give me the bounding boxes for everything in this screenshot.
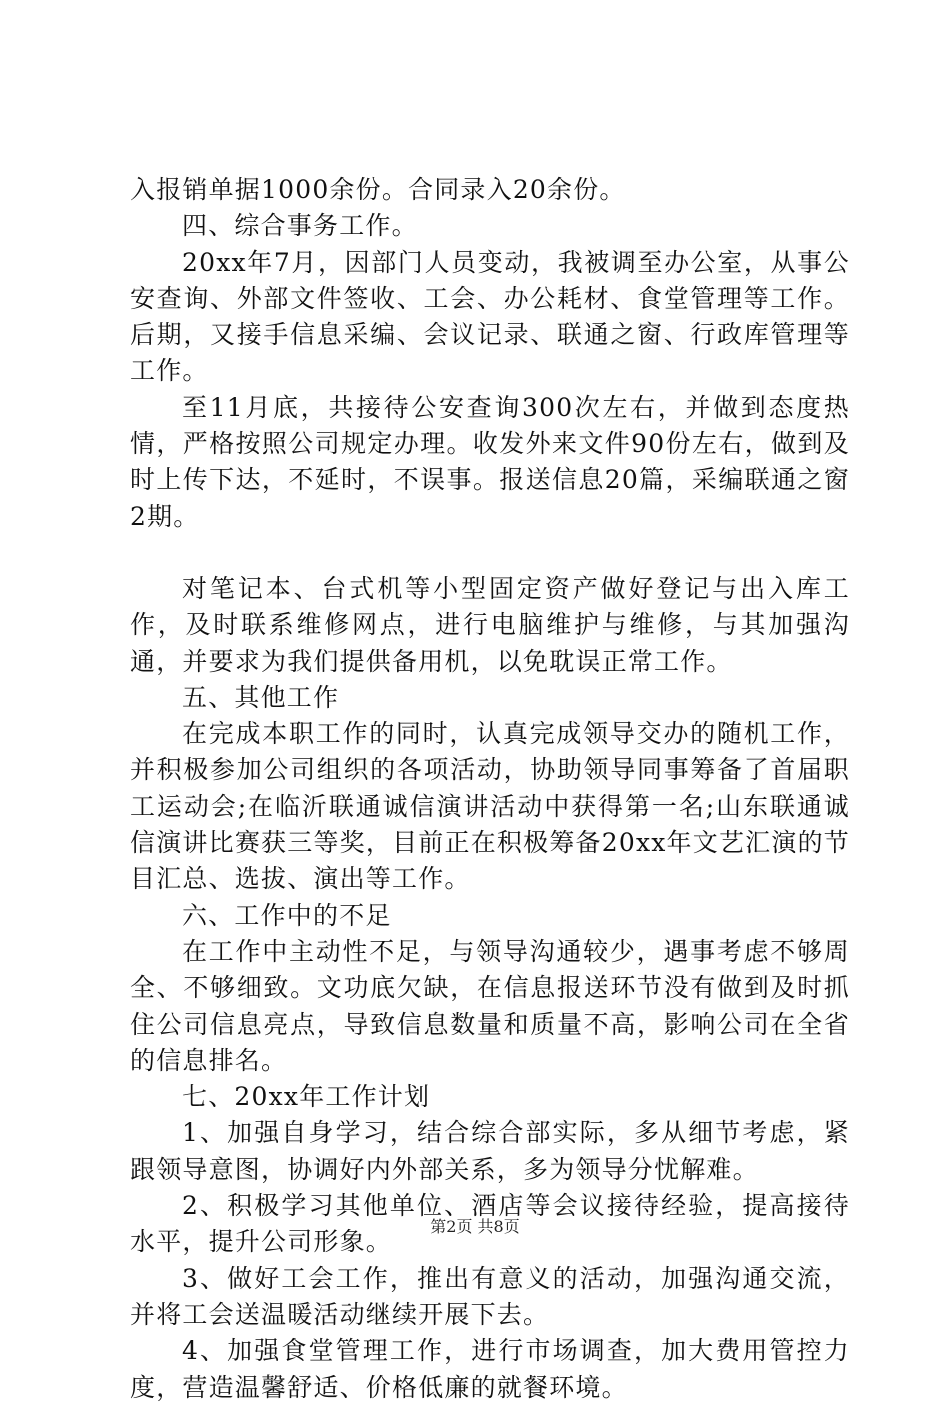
paragraph: 对笔记本、台式机等小型固定资产做好登记与出入库工作，及时联系维修网点，进行电脑维护与维修，与其加强沟通，并要求为我们提供备用机，以免耽误正常工作。 [130,573,850,676]
paragraph-continuation: 入报销单据1000余份。合同录入20余份。 [130,175,626,204]
section-heading-shortcomings: 六、工作中的不足 [182,900,392,930]
paragraph: 在工作中主动性不足，与领导沟通较少，遇事考虑不够周全、不够细致。文功底欠缺，在信息报送环节没有做到及时抓住公司信息亮点，导致信息数量和质量不高，影响公司在全省的信息排名。 [130,936,850,1075]
paragraph: 20xx年7月，因部门人员变动，我被调至办公室，从事公安查询、外部文件签收、工会、办公耗材、食堂管理等工作。后期，又接手信息采编、会议记录、联通之窗、行政库管理等工作。 [130,247,850,386]
plan-item: 2、积极学习其他单位、酒店等会议接待经验，提高接待水平，提升公司形象。 [130,1191,850,1257]
plan-item: 1、加强自身学习，结合综合部实际，多从细节考虑，紧跟领导意图，协调好内外部关系，多为领导分忧解难。 [130,1118,850,1184]
section-heading-other-work: 五、其他工作 [182,682,340,712]
page-footer: 第2页 共8页 [430,1217,520,1236]
section-heading-general-affairs: 四、综合事务工作。 [182,211,418,241]
plan-item: 4、加强食堂管理工作，进行市场调查，加大费用管控力度，营造温馨舒适、价格低廉的就餐环境。 [130,1336,850,1402]
plan-item: 3、做好工会工作，推出有意义的活动，加强沟通交流，并将工会送温暖活动继续开展下去。 [130,1263,850,1329]
section-heading-work-plan: 七、20xx年工作计划 [182,1082,431,1112]
paragraph: 至11月底，共接待公安查询300次左右，并做到态度热情，严格按照公司规定办理。收发外来文件90份左右，做到及时上传下达，不延时，不误事。报送信息20篇，采编联通之窗2期。 [130,392,850,531]
paragraph: 在完成本职工作的同时，认真完成领导交办的随机工作，并积极参加公司组织的各项活动，协助领导同事筹备了首届职工运动会;在临沂联通诚信演讲活动中获得第一名;山东联通诚信演讲比赛获三等奖，目前正在积极筹备20xx年文艺汇演的节目汇总、选拔、演出等工作。 [130,719,850,894]
